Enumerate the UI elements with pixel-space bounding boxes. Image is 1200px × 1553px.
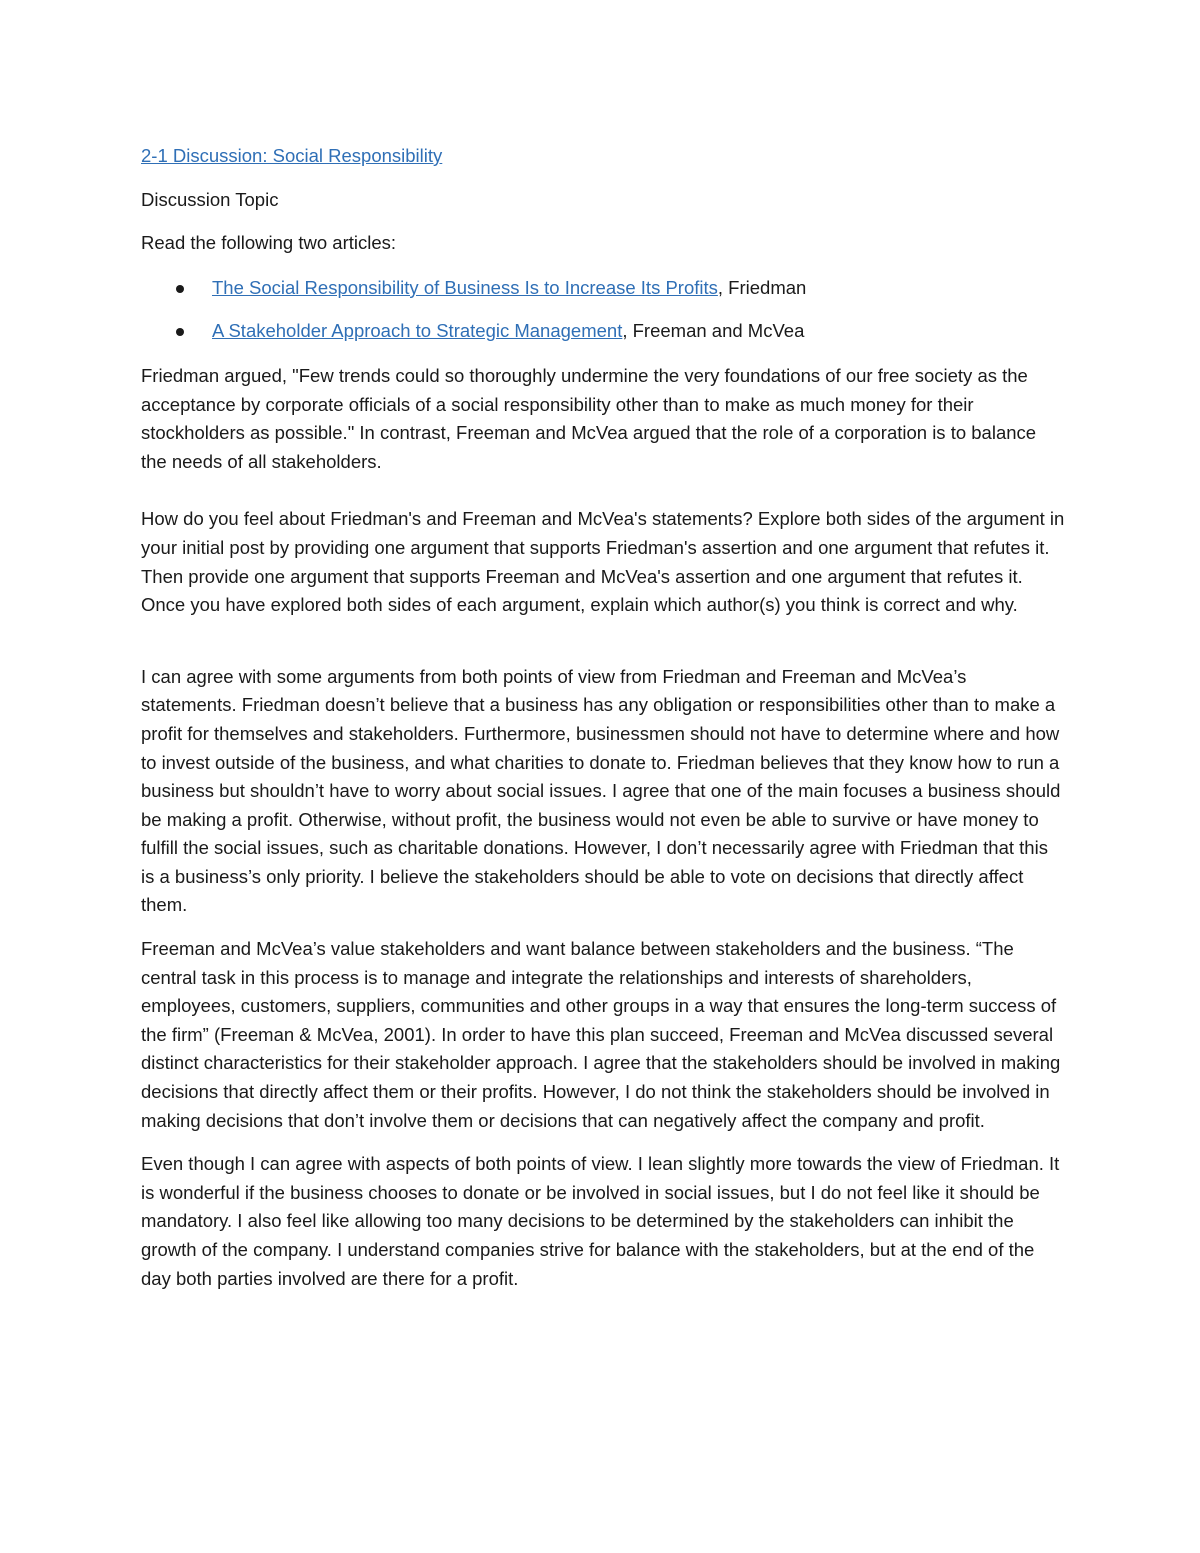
document-title <box>141 142 1066 171</box>
document-page <box>141 142 1066 1293</box>
response-paragraph: Freeman and McVea’s value stakeholders and want balance between stakeholders and the business. “The central task in this process is to manage and integrate the relationships and interests of shareholders, employees, customers, suppliers, communities and other groups in a way that ensures the long-term success of the firm” (Freeman & McVea, 2001). In order to have this plan succeed, Freeman and McVea discussed several distinct characteristics for their stakeholder approach. I agree that the stakeholders should be involved in making decisions that directly affect them or their profits. However, I do not think the stakeholders should be involved in making decisions that don’t involve them or decisions that can negatively affect the company and profit. <box>141 938 1061 1131</box>
article-link-friedman[interactable]: The Social Responsibility of Business Is to Increase Its Profits <box>212 276 718 298</box>
discussion-topic-heading: Discussion Topic <box>141 188 279 210</box>
article-list <box>141 274 1066 346</box>
title-link[interactable]: 2-1 Discussion: Social Responsibility <box>141 145 443 166</box>
intro-text: Read the following two articles: <box>141 232 397 254</box>
list-item <box>141 274 1066 303</box>
article-author: , Friedman <box>717 276 807 298</box>
response-paragraph: Even though I can agree with aspects of both points of view. I lean slightly more towards the view of Friedman. It is wonderful if the business chooses to donate or be involved in social issues, but I do not feel like it should be mandatory. I also feel like allowing too many decisions to be determined by the stakeholders can inhibit the growth of the company. I understand companies strive for balance with the stakeholders, but at the end of the day both parties involved are there for a profit. <box>141 1153 1060 1289</box>
blank-line <box>141 476 1066 505</box>
prompt-paragraph: How do you feel about Friedman's and Freeman and McVea's statements? Explore both sides of the argument in your initial post by providing one argument that supports Friedman's assertion and one argument that refutes it. Then provide one argument that supports Freeman and McVea's assertion and one argument that refutes it. Once you have explored both sides of each argument, explain which author(s) you think is correct and why. <box>141 508 1065 616</box>
list-item <box>141 317 1066 346</box>
bullet-icon <box>176 328 184 336</box>
article-link-freeman[interactable]: A Stakeholder Approach to Strategic Management <box>212 320 623 342</box>
response-paragraph: I can agree with some arguments from both points of view from Friedman and Freeman and McVea’s statements. Friedman doesn’t believe that a business has any obligation or responsibilities other than to make a profit for themselves and stakeholders. Furthermore, businessmen should not have to determine where and how to invest outside of the business, and what charities to donate to. Friedman believes that they know how to run a business but shouldn’t have to worry about social issues. I agree that one of the main focuses a business should be making a profit. Otherwise, without profit, the business would not even be able to survive or have money to fulfill the social issues, such as charitable donations. However, I don’t necessarily agree with Friedman that this is a business’s only priority. I believe the stakeholders should be able to vote on decisions that directly affect them. <box>141 665 1061 916</box>
article-author: , Freeman and McVea <box>622 320 805 342</box>
bullet-icon <box>176 285 184 293</box>
blank-line <box>141 620 1066 663</box>
prompt-paragraph: Friedman argued, "Few trends could so thoroughly undermine the very foundations of our free society as the acceptance by corporate officials of a social responsibility other than to make as much money for their stockholders as possible." In contrast, Freeman and McVea argued that the role of a corporation is to balance the needs of all stakeholders. <box>141 364 1037 472</box>
